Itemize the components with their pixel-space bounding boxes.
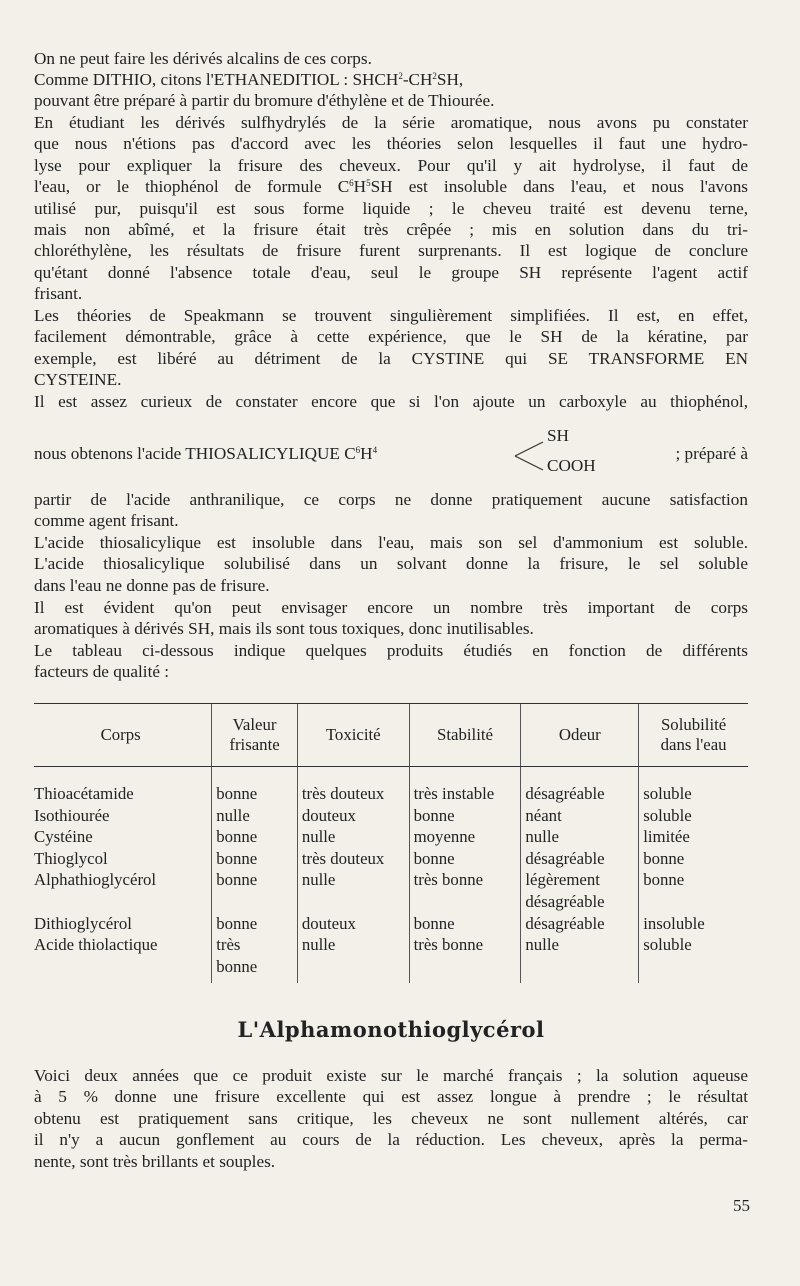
cell-toxicite: nulle [297,826,409,848]
table-header-row [34,704,748,767]
cell-valeur: nulle [212,805,298,827]
cell-stabilite: moyenne [409,826,521,848]
table-row [34,934,748,983]
text-line: à 5 % donne une frisure excellente qui est assez longue à prendre ; le résultat [34,1087,748,1107]
text-line: L'acide thiosalicylique solubilisé dans un solvant donne la frisure, le sel soluble [34,554,748,574]
cell-odeur: nulle [521,826,639,848]
cell-solubilite: soluble [639,805,748,827]
paragraph-anthranilique [34,489,748,532]
paragraph-thiosalicylique [34,532,748,596]
text-line: qu'étant donné l'absence totale d'eau, seul le groupe SH représente l'agent actif [34,262,748,282]
table-row [34,767,748,805]
section-heading: L'Alphamonothioglycérol [237,1017,545,1042]
cell-stabilite: bonne [409,913,521,935]
text-line: il n'y a aucun gonflement au cours de la réduction. Les cheveux, après la perma- [34,1130,748,1150]
text-line: CYSTEINE. [34,370,122,390]
text-line: mais non abîmé, et la frisure était très crêpée ; mis en solution dans du tri- [34,220,748,240]
cell-toxicite: nulle [297,869,409,912]
cell-corps: Alphathioglycérol [34,870,157,890]
cell-solubilite: bonne [639,848,748,870]
quality-table [34,703,748,983]
text-line: L'acide thiosalicylique est insoluble dans l'eau, mais son sel d'ammonium est soluble. [34,533,748,552]
text-line: nente, sont très brillants et souples. [34,1151,276,1171]
cell-corps: Thioacétamide [34,784,134,803]
cell-odeur: légèrement désagréable [521,869,639,912]
cell-odeur: désagréable [521,848,639,870]
formula-sh: SH [547,426,569,445]
table-row [34,826,748,848]
cell-corps: Cystéine [34,827,93,847]
text-line: chloréthylène, les résultats de frisure furent surprenants. Il est logique de conclure [34,241,748,261]
paragraph-speakmann [34,305,748,391]
cell-stabilite: très bonne [409,869,521,912]
cell-stabilite: bonne [409,805,521,827]
cell-valeur: bonne [212,869,298,912]
table-row [34,869,748,912]
paragraph-alphamonothioglycerol [34,1065,748,1172]
cell-odeur: désagréable [521,913,639,935]
cell-toxicite: douteux [297,805,409,827]
paragraph-alcalins [34,48,748,69]
text-line: Il est évident qu'on peut envisager encore un nombre très important de corps [34,598,748,617]
table-row [34,805,748,827]
formula-branch [509,426,596,480]
text-line: En étudiant les dérivés sulfhydrylés de la série aromatique, nous avons pu constater [34,113,748,132]
cell-toxicite: douteux [297,913,409,935]
cell-toxicite: très douteux [297,848,409,870]
cell-toxicite: très douteux [297,767,409,805]
text-line: On ne peut faire les dérivés alcalins de ces corps. [34,49,372,68]
text-line: facteurs de qualité : [34,662,170,682]
cell-solubilite: bonne [639,869,748,912]
table-row [34,848,748,870]
paragraph-tableau [34,640,748,683]
cell-solubilite: soluble [639,934,748,983]
branch-bond-icon [509,432,549,480]
text-line: aromatiques à dérivés SH, mais ils sont tous toxiques, donc inutilisables. [34,619,534,639]
header-odeur: Odeur [521,704,639,767]
cell-corps: Dithioglycérol [34,913,132,933]
cell-valeur: bonne [212,826,298,848]
text-line-formula: Comme DITHIO, citons l'ETHANEDITIOL : $SHCH^2-CH^2SH$, [34,70,464,89]
cell-odeur: nulle [521,934,639,983]
cell-solubilite: insoluble [639,913,748,935]
cell-toxicite: nulle [297,934,409,983]
header-valeur: Valeur frisante [212,704,298,767]
paragraph-dithio [34,69,748,112]
cell-valeur: bonne [212,767,298,805]
cell-valeur: bonne [212,848,298,870]
text-line: lyse pour expliquer la frisure des cheveux. Pour qu'il y ait hydrolyse, il faut de [34,155,748,175]
text-line: obtenu est pratiquement sans critique, les cheveux ne sont nullement altérés, car [34,1108,748,1128]
cell-corps: Isothiourée [34,805,110,825]
cell-odeur: néant [521,805,639,827]
text-line: que nous n'étions pas d'accord avec les théories selon lesquelles il faut une hydro- [34,134,748,154]
text-line: utilisé pur, puisqu'il est sous forme liquide ; le cheveu traité est devenu terne, [34,198,748,218]
text-line: exemple, est libéré au détriment de la CYSTINE qui SE TRANSFORME EN [34,348,748,368]
table-row [34,913,748,935]
formula-cooh: COOH [547,456,596,475]
paragraph-aromatique [34,112,748,305]
header-toxicite: Toxicité [297,704,409,767]
text-line: comme agent frisant. [34,511,179,531]
text-line-formula: l'eau, or le thiophénol de formule $C^6H^5SH$ est insoluble dans l'eau, et nous l'avons [34,177,748,197]
formula-suffix: ; préparé à [675,444,748,463]
cell-corps: Acide thiolactique [34,935,158,955]
text-line: Voici deux années que ce produit existe sur le marché français ; la solution aqueuse [34,1066,748,1085]
cell-solubilite: soluble [639,767,748,805]
header-stabilite: Stabilité [409,704,521,767]
thiosalicylique-formula-line [34,428,748,480]
text-line: pouvant être préparé à partir du bromure d'éthylène et de Thiourée. [34,91,495,111]
formula-text: nous obtenons l'acide THIOSALICYLIQUE $C^6H^4$ [34,444,378,463]
cell-stabilite: très bonne [409,934,521,983]
cell-odeur: désagréable [521,767,639,805]
text-line: Il est assez curieux de constater encore que si l'on ajoute un carboxyle au thiophénol, [34,392,748,411]
cell-valeur: bonne [212,913,298,935]
cell-solubilite: limitée [639,826,748,848]
header-solubilite: Solubilité dans l'eau [639,704,748,767]
cell-valeur: très bonne [212,934,298,983]
paragraph-evident [34,597,748,640]
text-line: partir de l'acide anthranilique, ce corps ne donne pratiquement aucune satisfaction [34,490,748,509]
cell-corps: Thioglycol [34,848,108,868]
text-line: dans l'eau ne donne pas de frisure. [34,575,270,595]
text-line: Les théories de Speakmann se trouvent singulièrement simplifiées. Il est, en effet, [34,306,748,325]
text-line: Le tableau ci-dessous indique quelques produits étudiés en fonction de différents [34,641,748,660]
cell-stabilite: bonne [409,848,521,870]
page-number: 55 [733,1196,750,1215]
text-line: frisant. [34,284,83,304]
paragraph-carboxyle [34,391,748,412]
cell-stabilite: très instable [409,767,521,805]
text-line: facilement démontrable, grâce à cette expérience, que le SH de la kératine, par [34,327,748,347]
header-corps: Corps [34,704,212,767]
